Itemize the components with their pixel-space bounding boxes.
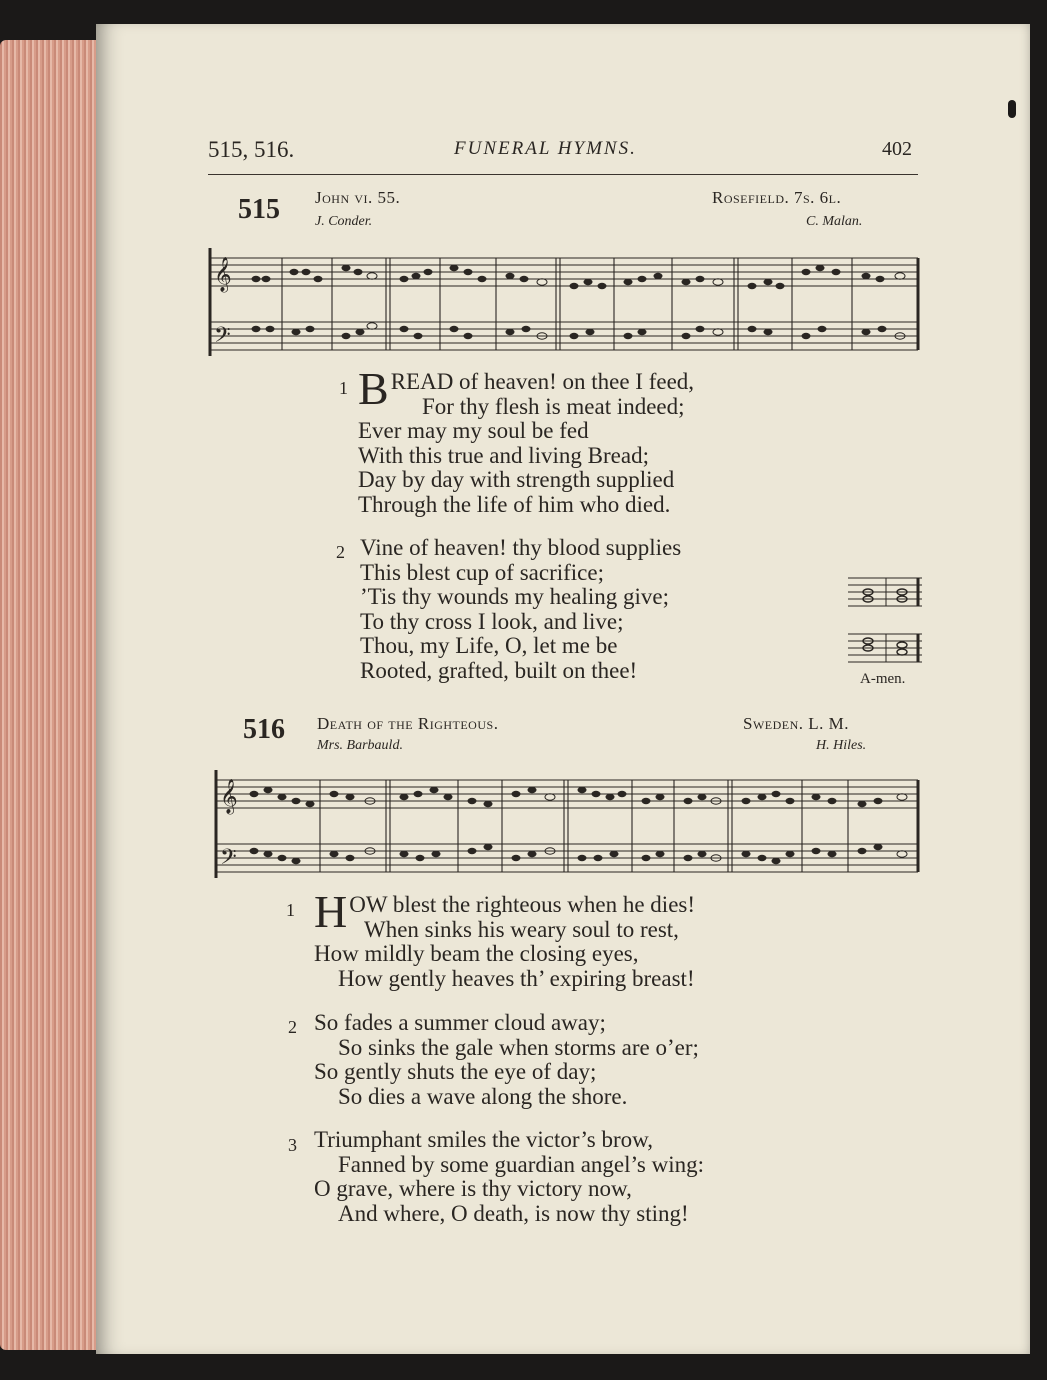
- verse-line: So fades a summer cloud away;: [314, 1010, 606, 1035]
- hymn-number-516: 516: [243, 714, 285, 745]
- verse-line: O grave, where is thy victory now,: [314, 1176, 632, 1202]
- verse-line: Ever may my soul be fed: [358, 418, 589, 444]
- running-head-section-title: FUNERAL HYMNS.: [454, 138, 637, 159]
- verse-line: OW blest the righteous when he dies!: [349, 892, 696, 917]
- verse-line: To thy cross I look, and live;: [360, 608, 624, 634]
- verse-number: 3: [288, 1135, 297, 1155]
- hymn-515-author: J. Conder.: [315, 214, 373, 229]
- verse-line: Through the life of him who died.: [358, 491, 671, 517]
- hymn-516-music-score: [212, 762, 924, 890]
- hymn-516-verse-1: [314, 886, 696, 991]
- svg-text:𝄞: 𝄞: [214, 258, 232, 291]
- page-number: 402: [882, 138, 912, 160]
- drop-cap: H: [314, 886, 348, 937]
- verse-line: And where, O death, is now thy sting!: [338, 1200, 689, 1226]
- verse-line: When sinks his weary soul to rest,: [364, 916, 679, 942]
- hymn-515-scripture: John vi. 55.: [315, 188, 401, 207]
- verse-line: Day by day with strength supplied: [358, 467, 675, 493]
- verse-line: Fanned by some guardian angel’s wing:: [338, 1151, 705, 1177]
- verse-number: 1: [339, 378, 348, 398]
- svg-text:𝄞: 𝄞: [220, 780, 238, 813]
- amen-label: A-men.: [860, 671, 906, 687]
- verse-number: 2: [288, 1017, 297, 1037]
- page-edge-mark: [1008, 100, 1016, 118]
- book-page: [96, 24, 1030, 1354]
- hymn-516-title: Death of the Righteous.: [317, 714, 499, 733]
- verse-line: Rooted, grafted, built on thee!: [360, 657, 638, 683]
- drop-cap: B: [358, 363, 389, 414]
- header-rule: [208, 174, 918, 175]
- hymn-number-515: 515: [238, 194, 280, 225]
- verse-line: For thy flesh is meat indeed;: [422, 393, 685, 419]
- verse-line: Triumphant smiles the victor’s brow,: [314, 1127, 654, 1152]
- verse-line: READ of heaven! on thee I feed,: [390, 369, 695, 394]
- hymn-516-verse-3: [314, 1128, 704, 1226]
- verse-line: Vine of heaven! thy blood supplies: [360, 535, 682, 560]
- hymn-516-composer: H. Hiles.: [816, 738, 867, 753]
- amen-cadence-score: [846, 566, 926, 666]
- verse-line: Thou, my Life, O, let me be: [360, 633, 618, 659]
- hymn-515-verse-1: [358, 363, 695, 518]
- verse-line: With this true and living Bread;: [358, 442, 649, 468]
- hymn-515-composer: C. Malan.: [806, 214, 863, 229]
- verse-line: So sinks the gale when storms are o’er;: [338, 1034, 699, 1060]
- hymn-516-tune: Sweden. L. M.: [743, 714, 850, 733]
- svg-text:𝄢: 𝄢: [214, 323, 231, 352]
- svg-text:𝄢: 𝄢: [220, 845, 237, 874]
- hymn-515-tune: Rosefield. 7s. 6l.: [712, 188, 842, 207]
- hymn-515-verse-2: [360, 536, 681, 684]
- verse-line: How gently heaves th’ expiring breast!: [338, 965, 695, 991]
- verse-line: So gently shuts the eye of day;: [314, 1059, 597, 1085]
- verse-number: 2: [336, 542, 345, 562]
- hymn-515-music-score: [206, 238, 924, 362]
- hymn-516-verse-2: [314, 1011, 699, 1109]
- running-head-hymn-numbers: 515, 516.: [208, 137, 295, 162]
- verse-line: ’Tis thy wounds my healing give;: [360, 584, 670, 610]
- verse-number: 1: [286, 900, 295, 920]
- verse-line: So dies a wave along the shore.: [338, 1083, 628, 1109]
- book-page-edges: [0, 40, 110, 1350]
- verse-line: This blest cup of sacrifice;: [360, 559, 604, 585]
- hymn-516-author: Mrs. Barbauld.: [317, 738, 403, 753]
- verse-line: How mildly beam the closing eyes,: [314, 941, 639, 967]
